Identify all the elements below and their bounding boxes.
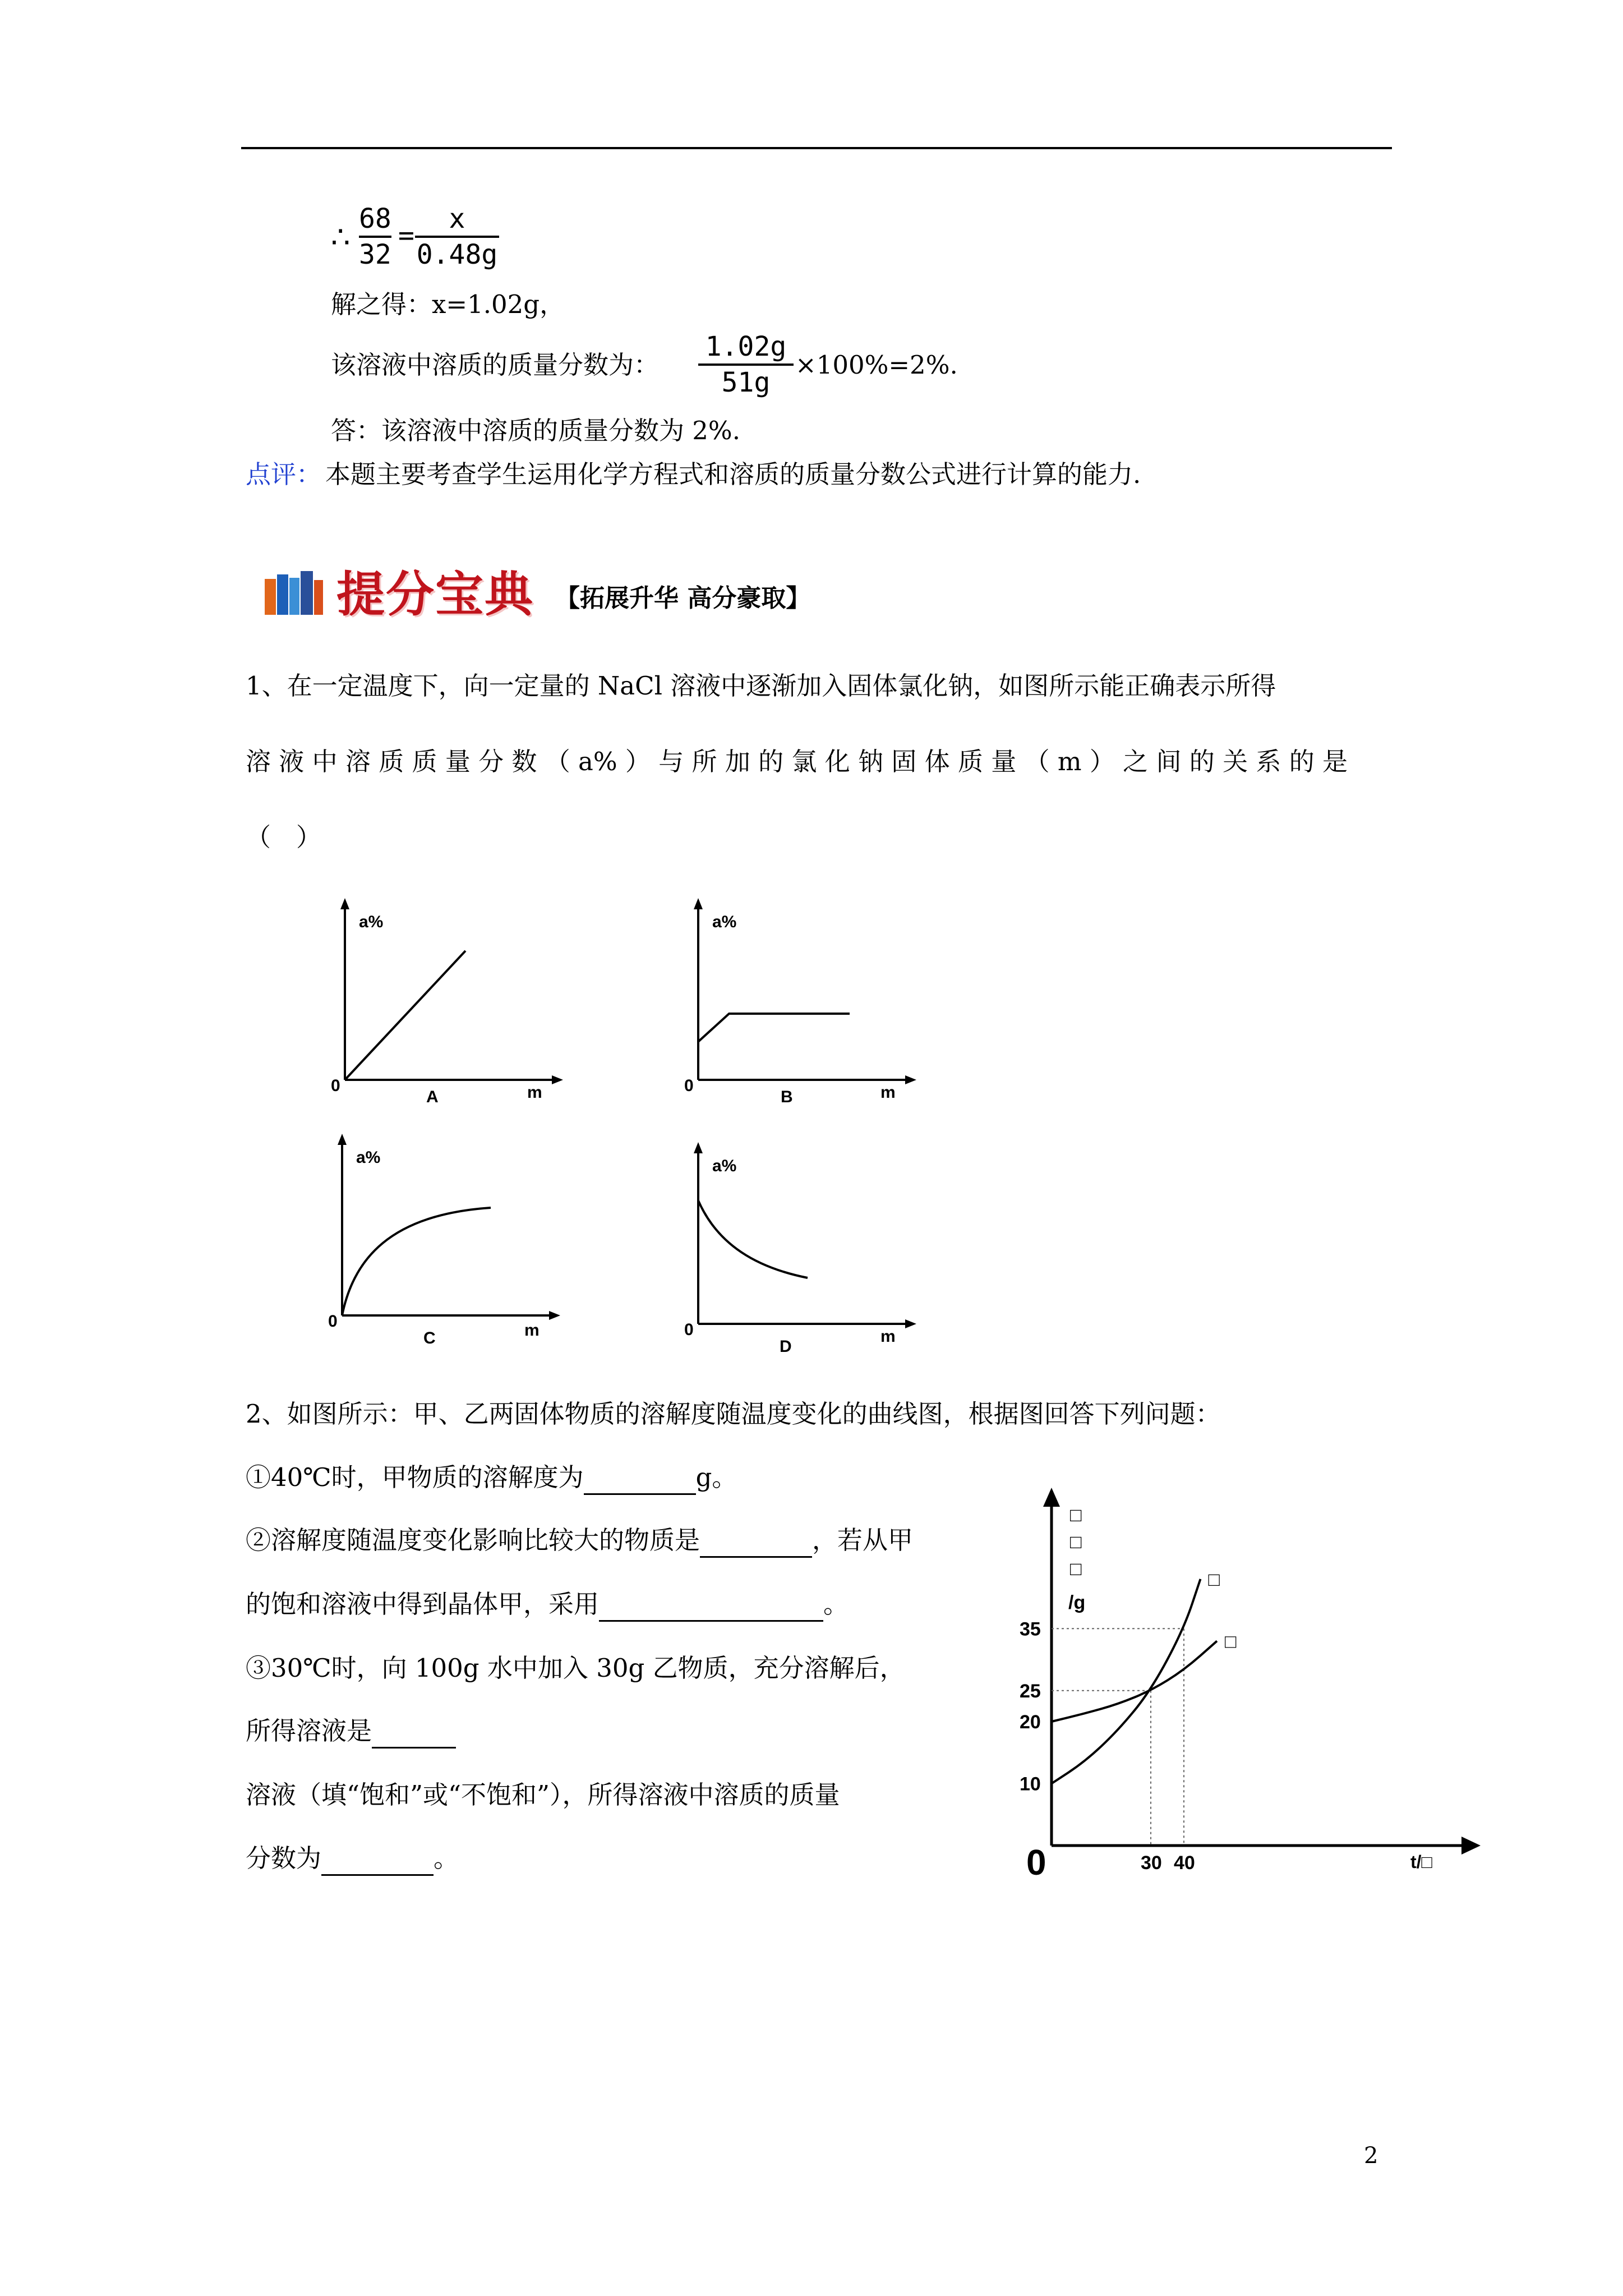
- y-axis-label: /g: [1068, 1592, 1086, 1613]
- y-tick-label: 20: [1020, 1711, 1041, 1733]
- answer-blank[interactable]: [599, 1589, 823, 1622]
- fraction-denominator: 0.48g: [416, 239, 498, 270]
- y-axis-arrow: [338, 1134, 347, 1145]
- q2-p2-text-b: ，若从甲: [812, 1525, 914, 1555]
- curve: [342, 1208, 491, 1315]
- banner-subtitle: 【拓展升华 高分豪取】: [555, 584, 811, 613]
- header-rule: [241, 147, 1392, 149]
- graph-label: D: [780, 1337, 792, 1356]
- y-label: a%: [712, 913, 737, 931]
- x-tick-label: 40: [1174, 1852, 1195, 1874]
- y-tick-label: 25: [1020, 1680, 1041, 1702]
- banner-title: 提分宝典: [336, 567, 534, 623]
- y-label-box-1: □: [1070, 1504, 1082, 1526]
- comment-text: 本题主要考查学生运用化学方程式和溶质的质量分数公式进行计算的能力.: [325, 459, 1141, 489]
- y-axis-arrow: [694, 898, 703, 909]
- solubility-chart: [1009, 1487, 1492, 1890]
- q2-intro: 2、如图所示：甲、乙两固体物质的溶解度随温度变化的曲线图，根据图回答下列问题：: [246, 1399, 1221, 1429]
- q2-p3-text-d: 分数为: [246, 1843, 322, 1873]
- fraction-102-51: [698, 330, 794, 399]
- equals-sign: =: [398, 220, 414, 251]
- q2-p2-text-d: 。: [823, 1589, 849, 1619]
- series-label-1: □: [1208, 1568, 1220, 1590]
- solve-line: 解之得：x=1.02g，: [331, 289, 565, 319]
- graph-label: A: [426, 1088, 439, 1106]
- y-axis-arrow: [1043, 1488, 1060, 1507]
- q2-part-3: ③30℃时，向 100g 水中加入 30g 乙物质，充分溶解后，: [246, 1653, 905, 1683]
- q2-part-3-cont: [246, 1715, 456, 1749]
- chart-axes: [1043, 1488, 1481, 1855]
- y-axis-arrow: [340, 898, 349, 909]
- fraction-denominator: 32: [359, 239, 391, 270]
- q1-line-1: 1、在一定温度下，向一定量的 NaCl 溶液中逐渐加入固体氯化钠，如图所示能正确表示所得: [246, 671, 1276, 701]
- curve: [698, 1014, 850, 1042]
- graph-label: B: [781, 1088, 793, 1106]
- q2-p1-text-a: ①40℃时，甲物质的溶解度为: [246, 1462, 584, 1492]
- y-axis-arrow: [694, 1142, 703, 1153]
- x-axis-arrow: [1461, 1837, 1481, 1855]
- origin-label: 0: [328, 1312, 338, 1331]
- q2-p2-text-a: ②溶解度随温度变化影响比较大的物质是: [246, 1525, 700, 1555]
- y-tick-label: 10: [1020, 1773, 1041, 1795]
- answer-blank[interactable]: [584, 1462, 696, 1495]
- fraction-x-048: [415, 202, 499, 272]
- x-axis-arrow: [905, 1075, 916, 1084]
- x-axis-arrow: [905, 1319, 916, 1328]
- answer-blank[interactable]: [372, 1715, 456, 1749]
- q2-p3-text-e: 。: [434, 1843, 459, 1873]
- fraction-68-32: [359, 202, 391, 272]
- origin-label: 0: [1026, 1842, 1046, 1883]
- x-label: m: [880, 1327, 896, 1346]
- x-label: m: [524, 1321, 540, 1340]
- y-label: a%: [712, 1157, 737, 1175]
- origin-label: 0: [684, 1320, 694, 1339]
- q1-line-2: 溶 液 中 溶 质 质 量 分 数 （ a% ） 与 所 加 的 氯 化 钠 固 体 质 量 （ m ） 之 间 的 关 系 的 是: [246, 747, 1348, 776]
- curve: [345, 951, 465, 1080]
- answer-blank[interactable]: [321, 1843, 434, 1876]
- fraction-numerator: 68: [359, 203, 391, 234]
- page-number: 2: [1364, 2143, 1378, 2169]
- y-label: a%: [359, 913, 384, 931]
- answer-blank[interactable]: [700, 1525, 812, 1558]
- mass-fraction-suffix: ×100%=2%.: [795, 350, 958, 380]
- x-tick-label: 30: [1141, 1852, 1162, 1874]
- origin-label: 0: [331, 1076, 340, 1095]
- graph-b: [679, 895, 925, 1119]
- y-tick-label: 35: [1020, 1618, 1041, 1640]
- fraction-denominator: 51g: [721, 367, 771, 398]
- graph-a: [325, 895, 572, 1119]
- q2-p2-text-c: 的饱和溶液中得到晶体甲，采用: [246, 1589, 600, 1619]
- origin-label: 0: [684, 1076, 694, 1095]
- y-label: a%: [356, 1148, 381, 1167]
- q2-p1-text-b: g。: [695, 1462, 737, 1492]
- comment-label: 点评：: [246, 459, 322, 489]
- x-axis-arrow: [549, 1311, 560, 1320]
- q2-part-2: [246, 1525, 913, 1558]
- fraction-numerator: 1.02g: [705, 331, 787, 362]
- q2-part-3-end: [246, 1843, 459, 1876]
- therefore-symbol: ∴: [331, 219, 351, 255]
- graph-label: C: [423, 1329, 436, 1347]
- graph-c: [322, 1130, 569, 1355]
- mass-fraction-prefix: 该溶液中溶质的质量分数为：: [331, 350, 660, 380]
- books-icon: [264, 567, 325, 617]
- q2-part-1: [246, 1462, 737, 1495]
- y-label-box-2: □: [1070, 1531, 1082, 1553]
- q2-part-2-cont: [246, 1589, 849, 1622]
- fraction-numerator: x: [449, 203, 465, 234]
- y-label-box-3: □: [1070, 1558, 1082, 1580]
- x-label: m: [527, 1083, 542, 1102]
- series-label-2: □: [1225, 1631, 1237, 1653]
- x-axis-label: t/□: [1410, 1852, 1432, 1872]
- q2-p3-text-b: 所得溶液是: [246, 1716, 372, 1746]
- graph-d: [679, 1139, 925, 1363]
- q1-line-3: （ ）: [246, 822, 322, 852]
- curve: [698, 1200, 808, 1278]
- x-label: m: [880, 1083, 896, 1102]
- q2-part-3-line: 溶液（填“饱和”或“不饱和”），所得溶液中溶质的质量: [246, 1780, 840, 1810]
- answer-line: 答：该溶液中溶质的质量分数为 2%.: [331, 416, 740, 445]
- x-axis-arrow: [552, 1075, 563, 1084]
